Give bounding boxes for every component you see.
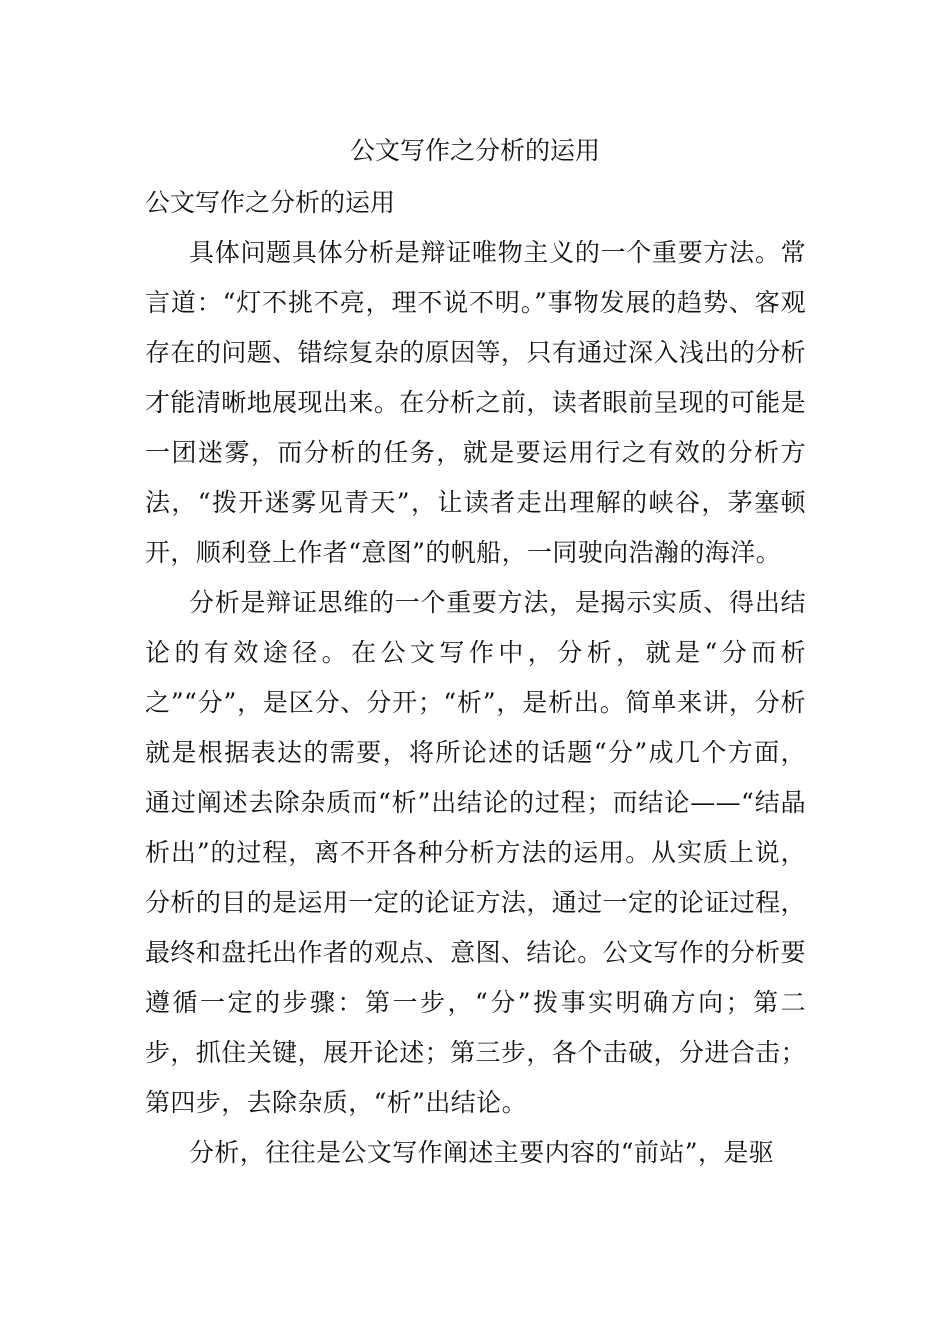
paragraph-1: 具体问题具体分析是辩证唯物主义的一个重要方法。常言道：“灯不挑不亮，理不说不明。”事物发展的趋势、客观存在的问题、错综复杂的原因等，只有通过深入浅出的分析才能清晰地展现出来。在分析之前，读者眼前呈现的可能是一团迷雾，而分析的任务，就是要运用行之有效的分析方法，“拨开迷雾见青天”，让读者走出理解的峡谷，茅塞顿开，顺利登上作者“意图”的帆船，一同驶向浩瀚的海洋。	[145, 238, 806, 567]
paragraph-3: 分析，往往是公文写作阐述主要内容的“前站”，是驱	[189, 1138, 775, 1167]
document-body	[145, 178, 806, 1178]
document-subtitle: 公文写作之分析的运用	[145, 188, 396, 217]
paragraph-2: 分析是辩证思维的一个重要方法，是揭示实质、得出结论的有效途径。在公文写作中，分析，就是“分而析之”“分”，是区分、分开；“析”，是析出。简单来讲，分析就是根据表达的需要，将所论述的话题“分”成几个方面，通过阐述去除杂质而“析”出结论的过程；而结论——“结晶析出”的过程，离不开各种分析方法的运用。从实质上说，分析的目的是运用一定的论证方法，通过一定的论证过程，最终和盘托出作者的观点、意图、结论。公文写作的分析要遵循一定的步骤：第一步，“分”拨事实明确方向；第二步，抓住关键，展开论述；第三步，各个击破，分进合击；第四步，去除杂质，“析”出结论。	[145, 588, 806, 1117]
document-title: 公文写作之分析的运用	[349, 136, 600, 165]
